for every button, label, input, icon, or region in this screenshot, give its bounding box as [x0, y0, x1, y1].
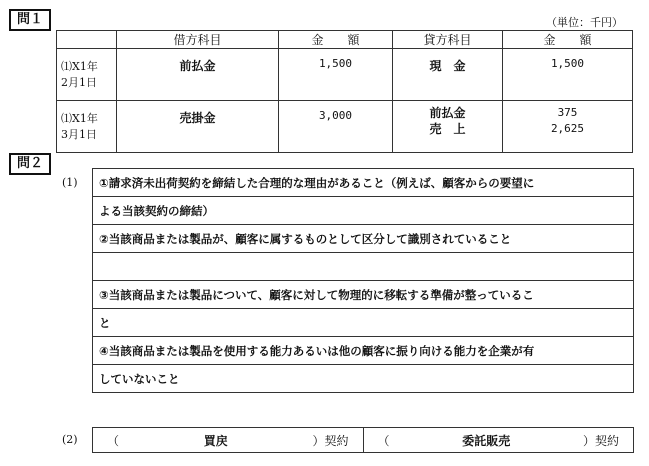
credit-amount: 375 2,625 [503, 101, 633, 153]
question-2-tag: 問２ [9, 153, 51, 175]
blank-answer: 買戻 [203, 433, 228, 448]
answer-line: ③当該商品または製品について、顧客に対して物理的に移転する準備が整っているこ [93, 281, 634, 309]
contract-blanks-table [92, 427, 634, 453]
row-date [57, 49, 117, 101]
credit-account: 前払金 売 上 [393, 101, 503, 153]
answer-line: と [93, 309, 634, 337]
answer-line: ①請求済未出荷契約を締結した合理的な理由があること（例えば、顧客からの要望に [93, 169, 634, 197]
debit-amount: 1,500 [279, 49, 393, 101]
table-row [57, 101, 633, 153]
close-paren-label: ）契約 [582, 433, 619, 448]
answer-line [93, 253, 634, 281]
header-debit-amount: 金 額 [279, 31, 393, 49]
debit-account: 前払金 [117, 49, 279, 101]
journal-entry-table [56, 30, 633, 153]
unit-label: （単位：千円） [546, 16, 623, 29]
close-paren-label: ）契約 [312, 433, 349, 448]
row-date [57, 101, 117, 153]
answer-line: ④当該商品または製品を使用する能力あるいは他の顧客に振り向ける能力を企業が有 [93, 337, 634, 365]
date-year: ⑴X1年 [61, 111, 98, 125]
table-row [57, 49, 633, 101]
header-credit-amount: 金 額 [503, 31, 633, 49]
debit-amount: 3,000 [279, 101, 393, 153]
blank-consignment [363, 428, 634, 453]
blank-buyback [93, 428, 364, 453]
question-1-tag: 問１ [9, 9, 51, 31]
header-debit-account: 借方科目 [117, 31, 279, 49]
date-day: 3月1日 [61, 127, 97, 141]
header-date [57, 31, 117, 49]
date-year: ⑴X1年 [61, 59, 98, 73]
table-header-row [57, 31, 633, 49]
header-credit-account: 貸方科目 [393, 31, 503, 49]
open-paren: （ [107, 433, 120, 448]
answer-line: していないこと [93, 365, 634, 393]
date-day: 2月1日 [61, 75, 97, 89]
part-1-label: (1) [62, 176, 78, 189]
debit-account: 売掛金 [117, 101, 279, 153]
part-2-label: (2) [62, 433, 78, 446]
credit-account: 現 金 [393, 49, 503, 101]
blank-answer: 委託販売 [462, 433, 511, 448]
answer-line: よる当該契約の締結） [93, 197, 634, 225]
credit-amount: 1,500 [503, 49, 633, 101]
answer-line: ②当該商品または製品が、顧客に属するものとして区分して識別されていること [93, 225, 634, 253]
open-paren: （ [377, 433, 390, 448]
requirements-table [92, 168, 634, 393]
